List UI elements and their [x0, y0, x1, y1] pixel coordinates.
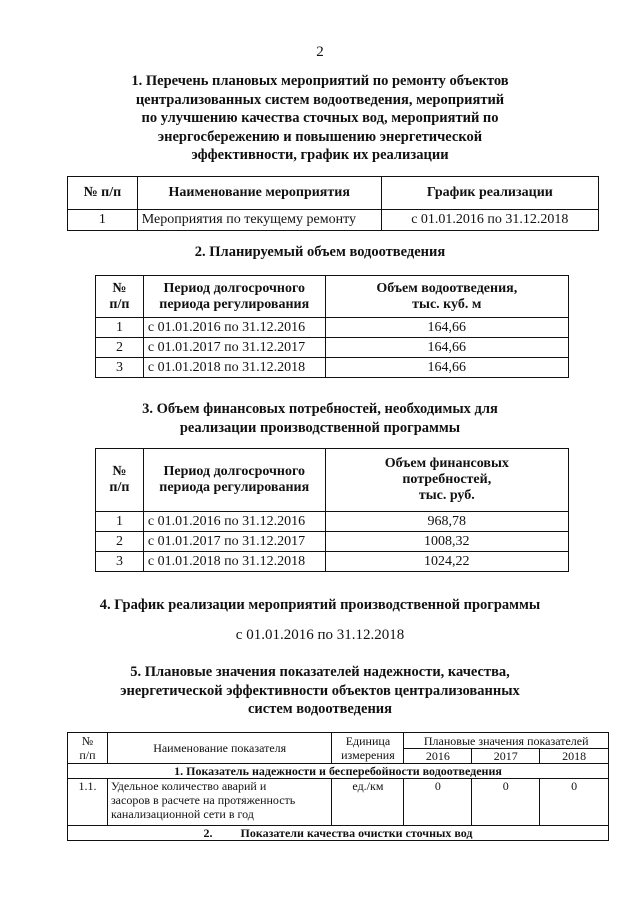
- header-line: тыс. куб. м: [412, 296, 482, 312]
- cell-value-2016: 0: [404, 779, 472, 826]
- section1-title-line: централизованных систем водоотведения, мероприятий: [135, 91, 505, 108]
- header-num: [68, 733, 108, 764]
- cell-num: 2: [96, 532, 144, 552]
- header-line: №: [81, 734, 94, 748]
- cell-num: 3: [96, 358, 144, 378]
- header-activity-name: Наименование мероприятия: [137, 177, 381, 210]
- header-line: Единица: [345, 734, 391, 748]
- cell-amount: 968,78: [325, 512, 568, 532]
- table-row: [96, 512, 569, 532]
- header-year: 2018: [540, 749, 609, 764]
- header-unit: [332, 733, 404, 764]
- cell-amount: 1008,32: [325, 532, 568, 552]
- section3-title-line: 3. Объем финансовых потребностей, необходимых для: [142, 401, 498, 417]
- cell-volume: 164,66: [325, 338, 568, 358]
- cell-period: с 01.01.2018 по 31.12.2018: [143, 552, 325, 572]
- section3-title-line: реализации производственной программы: [179, 419, 461, 436]
- header-line: Объем финансовых: [384, 456, 509, 471]
- cell-num: 3: [96, 552, 144, 572]
- group-title-reliability: 1. Показатель надежности и бесперебойности водоотведения: [68, 764, 609, 779]
- table-row: [68, 210, 599, 231]
- cell-num: 1: [68, 210, 138, 231]
- header-line: №: [112, 280, 127, 296]
- indicator-line: Удельное количество аварий и: [110, 779, 267, 793]
- cell-value-2018: 0: [540, 779, 609, 826]
- cell-num: 1: [96, 512, 144, 532]
- cell-period: с 01.01.2017 по 31.12.2017: [143, 338, 325, 358]
- section5-title-line: 5. Плановые значения показателей надежности, качества,: [130, 664, 510, 680]
- section5-title: [0, 663, 640, 719]
- header-num: [96, 276, 144, 318]
- header-num: [96, 449, 144, 512]
- section4-title: [0, 596, 640, 615]
- header-line: потребностей,: [402, 472, 492, 487]
- table-header-row: [68, 177, 599, 210]
- header-line: Период долгосрочного: [163, 464, 305, 479]
- activities-table: [67, 176, 599, 231]
- group-title: Показатели качества очистки сточных вод: [240, 826, 473, 840]
- cell-volume: 164,66: [325, 358, 568, 378]
- table-group-row: [68, 764, 609, 779]
- group-title-quality: [68, 826, 609, 841]
- cell-schedule: с 01.01.2016 по 31.12.2018: [381, 210, 598, 231]
- header-line: периода регулирования: [159, 296, 310, 312]
- table-group-row: [68, 826, 609, 841]
- indicator-line: засоров в расчете на протяженность: [110, 793, 296, 807]
- header-volume: [325, 276, 568, 318]
- header-line: измерения: [341, 748, 395, 762]
- section2-title-line: 2. Планируемый объем водоотведения: [194, 244, 446, 260]
- header-line: №: [112, 464, 127, 479]
- section4-title-line: 4. График реализации мероприятий производственной программы: [99, 597, 541, 613]
- cell-unit: ед./км: [332, 779, 404, 826]
- cell-period: с 01.01.2016 по 31.12.2016: [143, 318, 325, 338]
- section1-title-line: эффективности, график их реализации: [191, 147, 449, 163]
- section4-period: с 01.01.2016 по 31.12.2018: [235, 627, 405, 643]
- table-header-row: [96, 276, 569, 318]
- section5-title-line: энергетической эффективности объектов централизованных: [120, 682, 520, 699]
- header-indicator-name: Наименование показателя: [107, 733, 332, 764]
- table-row: [96, 358, 569, 378]
- section2-title: [0, 243, 640, 262]
- table-row: [96, 552, 569, 572]
- header-line: периода регулирования: [159, 480, 310, 495]
- header-planned-values: Плановые значения показателей: [404, 733, 609, 749]
- cell-num: 2: [96, 338, 144, 358]
- header-year: 2016: [404, 749, 472, 764]
- cell-volume: 164,66: [325, 318, 568, 338]
- page-number: 2: [316, 44, 324, 60]
- table-row: [96, 318, 569, 338]
- header-schedule: График реализации: [381, 177, 598, 210]
- cell-amount: 1024,22: [325, 552, 568, 572]
- header-period: [143, 449, 325, 512]
- table-row: [96, 532, 569, 552]
- indicators-table: [67, 732, 609, 841]
- cell-num: 1.1.: [68, 779, 108, 826]
- table-row: [68, 779, 609, 826]
- cell-period: с 01.01.2016 по 31.12.2016: [143, 512, 325, 532]
- section1-title-line: энергосбережению и повышению энергетической: [157, 128, 483, 145]
- header-line: Период долгосрочного: [163, 280, 305, 296]
- indicator-line: канализационной сети в год: [110, 807, 254, 821]
- cell-num: 1: [96, 318, 144, 338]
- section1-title-line: 1. Перечень плановых мероприятий по ремонту объектов: [131, 73, 509, 89]
- header-period: [143, 276, 325, 318]
- cell-indicator-name: [107, 779, 332, 826]
- header-line: п/п: [109, 296, 130, 312]
- header-year: 2017: [472, 749, 540, 764]
- cell-value-2017: 0: [472, 779, 540, 826]
- section5-title-line: систем водоотведения: [247, 701, 393, 717]
- cell-period: с 01.01.2017 по 31.12.2017: [143, 532, 325, 552]
- header-line: п/п: [109, 480, 130, 495]
- header-line: тыс. руб.: [418, 488, 475, 503]
- financial-needs-table: [95, 448, 569, 572]
- header-financial: [325, 449, 568, 512]
- group-number: 2.: [203, 826, 213, 840]
- header-line: п/п: [79, 748, 96, 762]
- table-row: [96, 338, 569, 358]
- table-header-row: [96, 449, 569, 512]
- section1-title: [0, 72, 640, 165]
- cell-period: с 01.01.2018 по 31.12.2018: [143, 358, 325, 378]
- section1-title-line: по улучшению качества сточных вод, мероприятий по: [141, 110, 499, 126]
- cell-activity: Мероприятия по текущему ремонту: [137, 210, 381, 231]
- header-num: № п/п: [68, 177, 138, 210]
- section3-title: [0, 400, 640, 437]
- table-header-row: [68, 733, 609, 749]
- wastewater-volume-table: [95, 275, 569, 378]
- header-line: Объем водоотведения,: [376, 280, 518, 296]
